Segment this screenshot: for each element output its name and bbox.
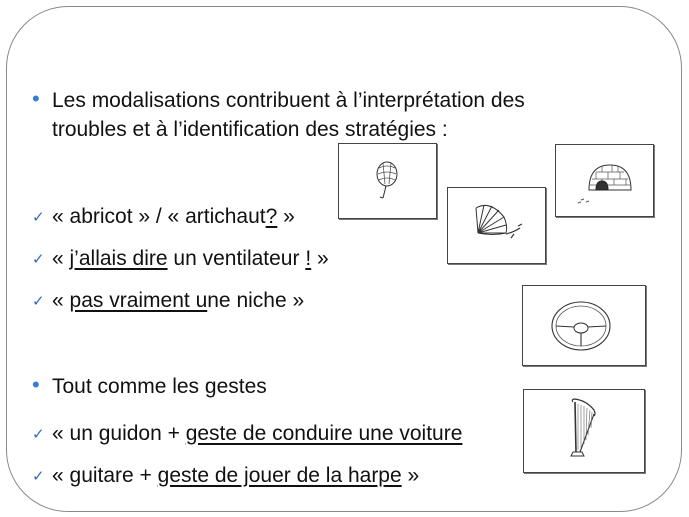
example-underlined: ? (265, 205, 278, 228)
steering-wheel-drawing-icon (523, 286, 647, 367)
example-text-end: ne niche » (207, 289, 305, 312)
igloo-picture (555, 144, 654, 217)
artichoke-drawing-icon (339, 144, 438, 220)
harp-picture (523, 389, 645, 473)
artichoke-picture (338, 143, 437, 219)
bullet-dot-icon: • (32, 372, 40, 397)
example-text: « un guidon + (52, 422, 186, 445)
example-underlined: j’allais dire (69, 247, 168, 270)
example-text-mid: un ventilateur (167, 247, 306, 270)
example-underlined-mark: ! (305, 247, 312, 270)
igloo-drawing-icon (556, 145, 655, 218)
fan-drawing-icon (448, 188, 547, 265)
example-text-end: » (401, 464, 420, 487)
checkmark-icon: ✓ (32, 293, 45, 310)
checkmark-icon: ✓ (32, 251, 45, 268)
checkmark-icon: ✓ (32, 426, 45, 443)
fan-picture (447, 187, 546, 264)
steering-wheel-picture (522, 285, 646, 366)
harp-drawing-icon (524, 390, 646, 474)
example-underlined: pas vraiment u (69, 289, 208, 312)
bullet-text-line1: Les modalisations contribuent à l’interprétation des (52, 89, 525, 112)
example-text: « guitare + (52, 464, 158, 487)
example-underlined: geste de jouer de la harpe (157, 464, 402, 487)
bullet-text-line2: troubles et à l’identification des stratégies : (52, 118, 448, 141)
checkmark-icon: ✓ (32, 209, 45, 226)
example-text: « (52, 247, 70, 270)
bullet-dot-icon: • (32, 86, 40, 111)
example-underlined: geste de conduire une voiture (185, 422, 463, 445)
bullet-text: Tout comme les gestes (52, 375, 267, 398)
example-text: « (52, 289, 70, 312)
example-text-end: » (311, 247, 329, 270)
example-text: « abricot » / « artichaut (52, 205, 266, 228)
checkmark-icon: ✓ (32, 468, 45, 485)
example-text-end: » (277, 205, 295, 228)
